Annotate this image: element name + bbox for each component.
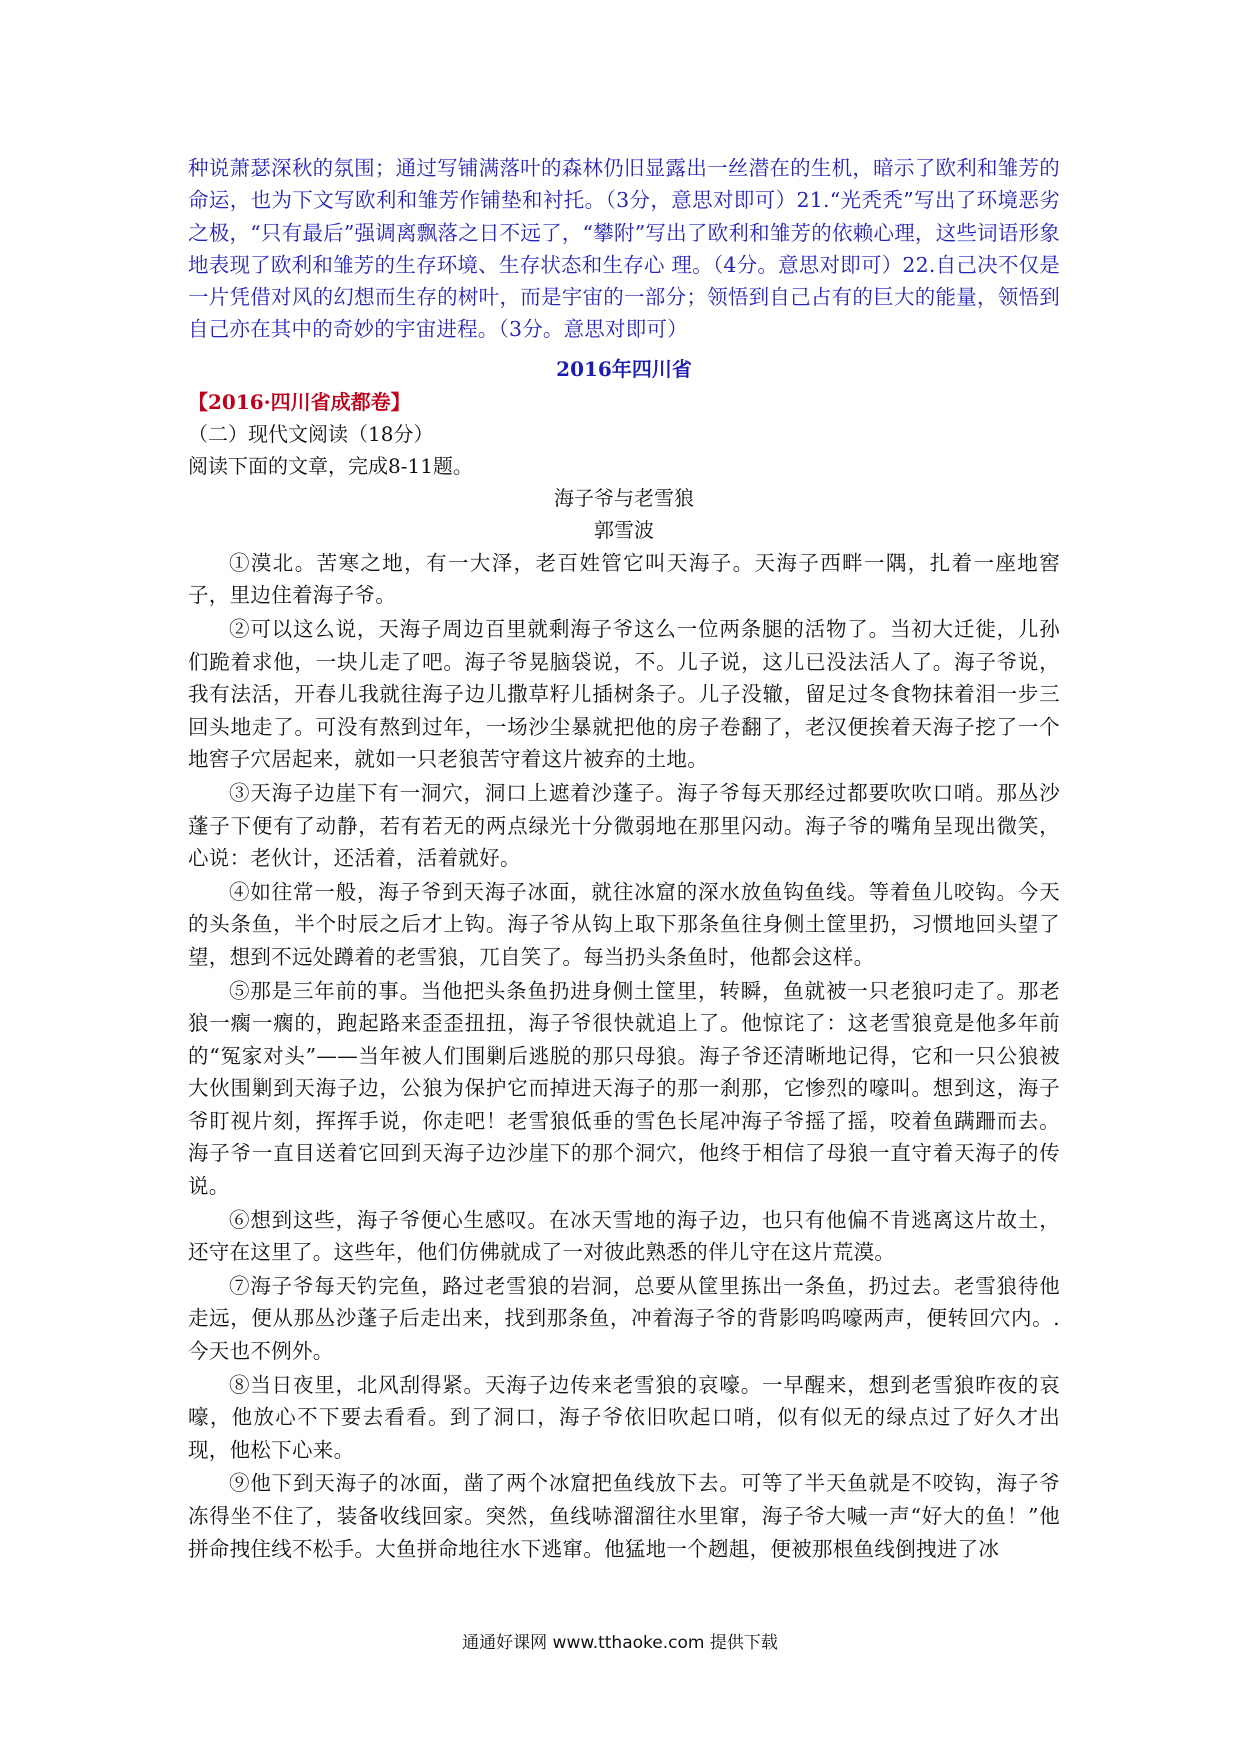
part-label: （二）现代文阅读（18分）: [188, 421, 434, 446]
article-paragraph: ①漠北。苦寒之地，有一大泽，老百姓管它叫天海子。天海子西畔一隅，扎着一座地窖子，里边住着海子爷。: [188, 550, 1060, 608]
article-paragraph: ⑨他下到天海子的冰面，凿了两个冰窟把鱼线放下去。可等了半天鱼就是不咬钩，海子爷冻得坐不住了，装备收线回家。突然，鱼线哧溜溜往水里窜，海子爷大喊一声“好大的鱼！”他拼命拽住线不松手。大鱼拼命地往水下逃窜。他猛地一个趔趄，便被那根鱼线倒拽进了冰: [188, 1471, 1060, 1561]
exam-tag: 【2016·四川省成都卷】: [188, 389, 411, 414]
page-footer: 通通好课网 www.tthaoke.com 提供下载: [462, 1633, 778, 1653]
article-paragraph: ⑥想到这些，海子爷便心生感叹。在冰天雪地的海子边，也只有他偏不肯逃离这片故土，还守在这里了。这些年，他们仿佛就成了一对彼此熟悉的伴儿守在这片荒漠。: [188, 1207, 1060, 1265]
article-paragraph: ⑤那是三年前的事。当他把头条鱼扔进身侧土筐里，转瞬，鱼就被一只老狼叼走了。那老狼一瘸一瘸的，跑起路来歪歪扭扭，海子爷很快就追上了。他惊诧了：这老雪狼竟是他多年前的“冤家对头”——当年被人们围剿后逃脱的那只母狼。海子爷还清晰地记得，它和一只公狼被大伙围剿到天海子边，公狼为保护它而掉进天海子的那一刹那，它惨烈的嚎叫。想到这，海子爷盯视片刻，挥挥手说，你走吧！老雪狼低垂的雪色长尾冲海子爷摇了摇，咬着鱼蹒跚而去。海子爷一直目送着它回到天海子边沙崖下的那个洞穴，他终于相信了母狼一直守着天海子的传说。: [188, 978, 1060, 1199]
article-paragraph: ④如往常一般，海子爷到天海子冰面，就往冰窟的深水放鱼钩鱼线。等着鱼儿咬钩。今天的头条鱼，半个时辰之后才上钩。海子爷从钩上取下那条鱼往身侧土筐里扔，习惯地回头望了望，想到不远处蹲着的老雪狼，兀自笑了。每当扔头条鱼时，他都会这样。: [188, 879, 1060, 969]
article-paragraph: ⑦海子爷每天钓完鱼，路过老雪狼的岩洞，总要从筐里拣出一条鱼，扔过去。老雪狼待他走远，便从那丛沙蓬子后走出来，找到那条鱼，冲着海子爷的背影呜呜嚎两声，便转回穴内。.今天也不例外。: [188, 1273, 1060, 1364]
article-paragraph: ②可以这么说，天海子周边百里就剩海子爷这么一位两条腿的活物了。当初大迁徙，儿孙们跪着求他，一块儿走了吧。海子爷晃脑袋说，不。儿子说，这儿已没法活人了。海子爷说，我有法活，开春儿我就往海子边儿撒草籽儿插树条子。儿子没辙，留足过冬食物抹着泪一步三回头地走了。可没有熬到过年，一场沙尘暴就把他的房子卷翻了，老汉便挨着天海子挖了一个地窖子穴居起来，就如一只老狼苦守着这片被弃的土地。: [188, 616, 1060, 772]
instruction: 阅读下面的文章，完成8-11题。: [188, 453, 473, 478]
document-page: [188, 152, 1060, 1565]
article-author: 郭雪波: [594, 517, 654, 542]
article-paragraph: ⑧当日夜里，北风刮得紧。天海子边传来老雪狼的哀嚎。一早醒来，想到老雪狼昨夜的哀嚎，他放心不下要去看看。到了洞口，海子爷依旧吹起口哨，似有似无的绿点过了好久才出现，他松下心来。: [188, 1372, 1060, 1462]
article-paragraph: ③天海子边崖下有一洞穴，洞口上遮着沙蓬子。海子爷每天那经过都要吹吹口哨。那丛沙蓬子下便有了动静，若有若无的两点绿光十分微弱地在那里闪动。海子爷的嘴角呈现出微笑，心说：老伙计，还活着，活着就好。: [188, 780, 1060, 871]
answer-paragraph: 种说萧瑟深秋的氛围；通过写铺满落叶的森林仍旧显露出一丝潜在的生机，暗示了欧利和雏芳的命运，也为下文写欧利和雏芳作铺垫和衬托。（3分，意思对即可）21.“光秃秃”写出了环境恶劣之极，“只有最后”强调离飘落之日不远了，“攀附”写出了欧利和雏芳的依赖心理，这些词语形象地表现了欧利和雏芳的生存环境、生存状态和生存心 理。（4分。意思对即可）22.自己决不仅是一片凭借对风的幻想而生存的树叶，而是宇宙的一部分；领悟到自己占有的巨大的能量，领悟到自己亦在其中的奇妙的宇宙进程。（3分。意思对即可）: [188, 156, 1060, 342]
article-title: 海子爷与老雪狼: [554, 485, 694, 510]
section-heading: 2016年四川省: [556, 356, 692, 381]
article-body: [188, 547, 1060, 1565]
answer-text: [188, 152, 1060, 346]
